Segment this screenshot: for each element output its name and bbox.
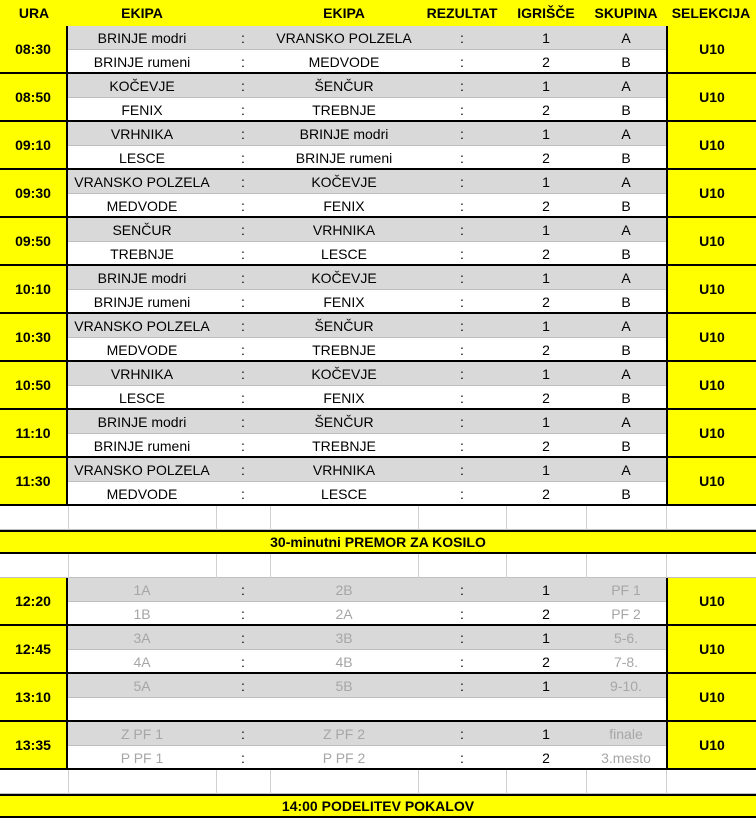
game-row xyxy=(68,314,666,338)
selection-cell: U10 xyxy=(666,578,756,626)
field-number: 1 xyxy=(542,222,550,238)
team-away: VRHNIKA xyxy=(312,222,376,238)
grid-line xyxy=(216,554,217,578)
header-spacer xyxy=(216,0,270,26)
team-away: KOČEVJE xyxy=(311,366,377,382)
team-home: MEDVODE xyxy=(106,342,178,358)
group-label: B xyxy=(621,246,631,262)
team-away: ŠENČUR xyxy=(314,414,374,430)
grid-line xyxy=(68,770,69,794)
game-row xyxy=(68,242,666,266)
grid-line xyxy=(216,770,217,794)
time-cell: 08:50 xyxy=(0,74,68,122)
score-separator: : xyxy=(460,438,464,454)
score-separator-left: : xyxy=(241,78,245,94)
game-row xyxy=(68,482,666,506)
team-home: VRANSKO POLZELA xyxy=(74,462,210,478)
score-separator: : xyxy=(460,318,464,334)
game-row xyxy=(68,650,666,674)
team-home: BRINJE rumeni xyxy=(93,438,191,454)
grid-line xyxy=(418,554,419,578)
selection-cell: U10 xyxy=(666,122,756,170)
team-home: FENIX xyxy=(121,102,163,118)
team-away: TREBNJE xyxy=(312,438,376,454)
game-row xyxy=(68,362,666,386)
score-separator: : xyxy=(460,126,464,142)
selection-cell: U10 xyxy=(666,626,756,674)
game-row xyxy=(68,98,666,122)
team-home: TREBNJE xyxy=(110,246,174,262)
game-row xyxy=(68,602,666,626)
group-label: B xyxy=(621,54,631,70)
field-number: 1 xyxy=(542,414,550,430)
game-row xyxy=(68,194,666,218)
grid-line xyxy=(418,506,419,530)
game-row xyxy=(68,146,666,170)
time-cell: 12:20 xyxy=(0,578,68,626)
game-row xyxy=(68,578,666,602)
award-ceremony-banner: 14:00 PODELITEV POKALOV xyxy=(0,794,756,818)
team-away: BRINJE modri xyxy=(299,126,389,142)
score-separator-left: : xyxy=(241,462,245,478)
score-separator: : xyxy=(460,414,464,430)
score-separator-left: : xyxy=(241,342,245,358)
team-away: 3B xyxy=(335,630,353,646)
score-separator-left: : xyxy=(241,318,245,334)
grid-line xyxy=(506,770,507,794)
empty-row xyxy=(0,554,756,578)
field-number: 2 xyxy=(542,246,550,262)
field-number: 2 xyxy=(542,198,550,214)
group-label: B xyxy=(621,102,631,118)
team-away: TREBNJE xyxy=(312,342,376,358)
game-row xyxy=(68,458,666,482)
score-separator: : xyxy=(460,582,464,598)
game-row xyxy=(68,266,666,290)
selection-cell: U10 xyxy=(666,674,756,722)
team-home: 3A xyxy=(133,630,151,646)
group-label: A xyxy=(621,462,631,478)
team-home: VRHNIKA xyxy=(110,126,174,142)
team-home: BRINJE modri xyxy=(97,270,187,286)
selection-cell: U10 xyxy=(666,314,756,362)
team-home: BRINJE rumeni xyxy=(93,54,191,70)
grid-line xyxy=(216,506,217,530)
empty-row xyxy=(0,770,756,794)
score-separator: : xyxy=(460,54,464,70)
time-cell: 09:10 xyxy=(0,122,68,170)
team-away: BRINJE rumeni xyxy=(295,150,393,166)
score-separator: : xyxy=(460,486,464,502)
field-number: 2 xyxy=(542,390,550,406)
score-separator: : xyxy=(460,462,464,478)
group-label: 9-10. xyxy=(610,678,642,694)
group-label: B xyxy=(621,438,631,454)
score-separator-left: : xyxy=(241,222,245,238)
score-separator: : xyxy=(460,390,464,406)
field-number: 1 xyxy=(542,630,550,646)
team-home: 5A xyxy=(133,678,151,694)
group-label: B xyxy=(621,342,631,358)
group-label: 7-8. xyxy=(613,654,639,670)
score-separator: : xyxy=(460,222,464,238)
team-home: BRINJE modri xyxy=(97,30,187,46)
team-home: BRINJE rumeni xyxy=(93,294,191,310)
game-row xyxy=(68,434,666,458)
time-cell: 09:30 xyxy=(0,170,68,218)
header-skupina: SKUPINA xyxy=(586,0,666,26)
team-home: LESCE xyxy=(119,150,165,166)
team-away: VRANSKO POLZELA xyxy=(276,30,412,46)
score-separator-left: : xyxy=(241,150,245,166)
selection-cell: U10 xyxy=(666,410,756,458)
field-number: 1 xyxy=(542,366,550,382)
team-home: LESCE xyxy=(119,390,165,406)
score-separator-left: : xyxy=(241,366,245,382)
team-away: Z PF 2 xyxy=(322,726,365,742)
score-separator-left: : xyxy=(241,726,245,742)
score-separator-left: : xyxy=(241,390,245,406)
grid-line xyxy=(270,506,271,530)
score-separator: : xyxy=(460,270,464,286)
grid-line xyxy=(666,770,667,794)
score-separator-left: : xyxy=(241,678,245,694)
field-number: 1 xyxy=(542,726,550,742)
game-row xyxy=(68,338,666,362)
team-away: TREBNJE xyxy=(312,102,376,118)
group-label: B xyxy=(621,198,631,214)
game-row xyxy=(68,410,666,434)
selection-cell: U10 xyxy=(666,74,756,122)
team-home: MEDVODE xyxy=(106,486,178,502)
time-cell: 09:50 xyxy=(0,218,68,266)
time-cell: 13:10 xyxy=(0,674,68,722)
score-separator: : xyxy=(460,78,464,94)
header-ekipa-away: EKIPA xyxy=(270,0,418,26)
time-cell: 10:30 xyxy=(0,314,68,362)
grid-line xyxy=(506,506,507,530)
team-away: FENIX xyxy=(323,198,365,214)
field-number: 1 xyxy=(542,678,550,694)
grid-line xyxy=(270,770,271,794)
score-separator: : xyxy=(460,366,464,382)
score-separator: : xyxy=(460,630,464,646)
header-ura: URA xyxy=(0,0,68,26)
team-home: 4A xyxy=(133,654,151,670)
group-label: A xyxy=(621,414,631,430)
score-separator: : xyxy=(460,246,464,262)
score-separator-left: : xyxy=(241,438,245,454)
team-away: LESCE xyxy=(321,486,367,502)
field-number: 2 xyxy=(542,102,550,118)
team-home: 1A xyxy=(133,582,151,598)
field-number: 1 xyxy=(542,126,550,142)
score-separator: : xyxy=(460,30,464,46)
game-row xyxy=(68,122,666,146)
field-number: 1 xyxy=(542,462,550,478)
group-label: 3.mesto xyxy=(601,750,651,766)
score-separator-left: : xyxy=(241,606,245,622)
team-away: ŠENČUR xyxy=(314,78,374,94)
group-label: A xyxy=(621,174,631,190)
game-row xyxy=(68,626,666,650)
field-number: 2 xyxy=(542,150,550,166)
selection-cell: U10 xyxy=(666,458,756,506)
field-number: 2 xyxy=(542,750,550,766)
score-separator-left: : xyxy=(241,126,245,142)
grid-line xyxy=(68,506,69,530)
score-separator-left: : xyxy=(241,486,245,502)
score-separator-left: : xyxy=(241,294,245,310)
team-home: Z PF 1 xyxy=(120,726,163,742)
score-separator-left: : xyxy=(241,630,245,646)
grid-line xyxy=(68,554,69,578)
field-number: 2 xyxy=(542,438,550,454)
group-label: B xyxy=(621,390,631,406)
group-label: A xyxy=(621,270,631,286)
score-separator: : xyxy=(460,726,464,742)
game-row xyxy=(68,218,666,242)
team-away: ŠENČUR xyxy=(314,318,374,334)
field-number: 2 xyxy=(542,342,550,358)
selection-cell: U10 xyxy=(666,362,756,410)
score-separator: : xyxy=(460,678,464,694)
selection-cell: U10 xyxy=(666,218,756,266)
team-home: MEDVODE xyxy=(106,198,178,214)
field-number: 1 xyxy=(542,318,550,334)
field-number: 1 xyxy=(542,78,550,94)
grid-line xyxy=(666,554,667,578)
score-separator: : xyxy=(460,102,464,118)
game-row xyxy=(68,74,666,98)
group-label: PF 1 xyxy=(611,582,641,598)
lunch-break-banner: 30-minutni PREMOR ZA KOSILO xyxy=(0,530,756,554)
team-home: VRANSKO POLZELA xyxy=(74,318,210,334)
score-separator-left: : xyxy=(241,582,245,598)
grid-line xyxy=(418,770,419,794)
game-row xyxy=(68,290,666,314)
team-away: KOČEVJE xyxy=(311,270,377,286)
score-separator: : xyxy=(460,654,464,670)
team-away: KOČEVJE xyxy=(311,174,377,190)
score-separator: : xyxy=(460,198,464,214)
team-home: BRINJE modri xyxy=(97,414,187,430)
score-separator-left: : xyxy=(241,654,245,670)
team-away: 2B xyxy=(335,582,353,598)
group-label: A xyxy=(621,30,631,46)
selection-cell: U10 xyxy=(666,722,756,770)
group-label: A xyxy=(621,126,631,142)
score-separator: : xyxy=(460,750,464,766)
score-separator: : xyxy=(460,294,464,310)
score-separator: : xyxy=(460,606,464,622)
selection-cell: U10 xyxy=(666,26,756,74)
header-selekcija: SELEKCIJA xyxy=(666,0,756,26)
selection-cell: U10 xyxy=(666,266,756,314)
team-away: P PF 2 xyxy=(322,750,366,766)
field-number: 1 xyxy=(542,174,550,190)
time-cell: 10:10 xyxy=(0,266,68,314)
field-number: 2 xyxy=(542,294,550,310)
time-cell: 12:45 xyxy=(0,626,68,674)
team-home: SENČUR xyxy=(112,222,172,238)
score-separator-left: : xyxy=(241,414,245,430)
score-separator-left: : xyxy=(241,30,245,46)
team-away: 4B xyxy=(335,654,353,670)
game-row xyxy=(68,722,666,746)
score-separator-left: : xyxy=(241,246,245,262)
score-separator-left: : xyxy=(241,750,245,766)
group-label: B xyxy=(621,294,631,310)
group-label: A xyxy=(621,318,631,334)
group-label: A xyxy=(621,366,631,382)
group-label: A xyxy=(621,78,631,94)
score-separator: : xyxy=(460,342,464,358)
field-number: 2 xyxy=(542,606,550,622)
header-rezultat: REZULTAT xyxy=(418,0,506,26)
field-number: 1 xyxy=(542,582,550,598)
game-row xyxy=(68,50,666,74)
field-number: 1 xyxy=(542,30,550,46)
team-home: VRHNIKA xyxy=(110,366,174,382)
field-number: 1 xyxy=(542,270,550,286)
team-away: FENIX xyxy=(323,390,365,406)
team-home: 1B xyxy=(133,606,151,622)
team-away: VRHNIKA xyxy=(312,462,376,478)
grid-line xyxy=(666,506,667,530)
group-label: B xyxy=(621,150,631,166)
team-home: P PF 1 xyxy=(120,750,164,766)
grid-line xyxy=(586,770,587,794)
team-away: LESCE xyxy=(321,246,367,262)
group-label: B xyxy=(621,486,631,502)
team-home: KOČEVJE xyxy=(109,78,175,94)
score-separator-left: : xyxy=(241,174,245,190)
time-cell: 10:50 xyxy=(0,362,68,410)
grid-line xyxy=(270,554,271,578)
score-separator-left: : xyxy=(241,270,245,286)
time-cell: 11:30 xyxy=(0,458,68,506)
time-cell: 13:35 xyxy=(0,722,68,770)
header-ekipa-home: EKIPA xyxy=(68,0,216,26)
field-number: 2 xyxy=(542,654,550,670)
time-cell: 08:30 xyxy=(0,26,68,74)
team-away: 5B xyxy=(335,678,353,694)
selection-cell: U10 xyxy=(666,170,756,218)
time-cell: 11:10 xyxy=(0,410,68,458)
group-label: PF 2 xyxy=(611,606,641,622)
team-away: 2A xyxy=(335,606,353,622)
team-away: MEDVODE xyxy=(308,54,380,70)
game-row xyxy=(68,674,666,698)
game-row xyxy=(68,746,666,770)
team-home: VRANSKO POLZELA xyxy=(74,174,210,190)
game-row xyxy=(68,170,666,194)
game-row xyxy=(68,386,666,410)
score-separator-left: : xyxy=(241,54,245,70)
score-separator-left: : xyxy=(241,102,245,118)
grid-line xyxy=(586,506,587,530)
game-row xyxy=(68,698,666,722)
score-separator: : xyxy=(460,174,464,190)
team-away: FENIX xyxy=(323,294,365,310)
grid-line xyxy=(506,554,507,578)
group-label: 5-6. xyxy=(613,630,639,646)
field-number: 2 xyxy=(542,486,550,502)
score-separator-left: : xyxy=(241,198,245,214)
game-row xyxy=(68,26,666,50)
group-label: A xyxy=(621,222,631,238)
field-number: 2 xyxy=(542,54,550,70)
grid-line xyxy=(586,554,587,578)
group-label: finale xyxy=(609,726,643,742)
empty-row xyxy=(0,506,756,530)
score-separator: : xyxy=(460,150,464,166)
header-igrisce: IGRIŠČE xyxy=(506,0,586,26)
